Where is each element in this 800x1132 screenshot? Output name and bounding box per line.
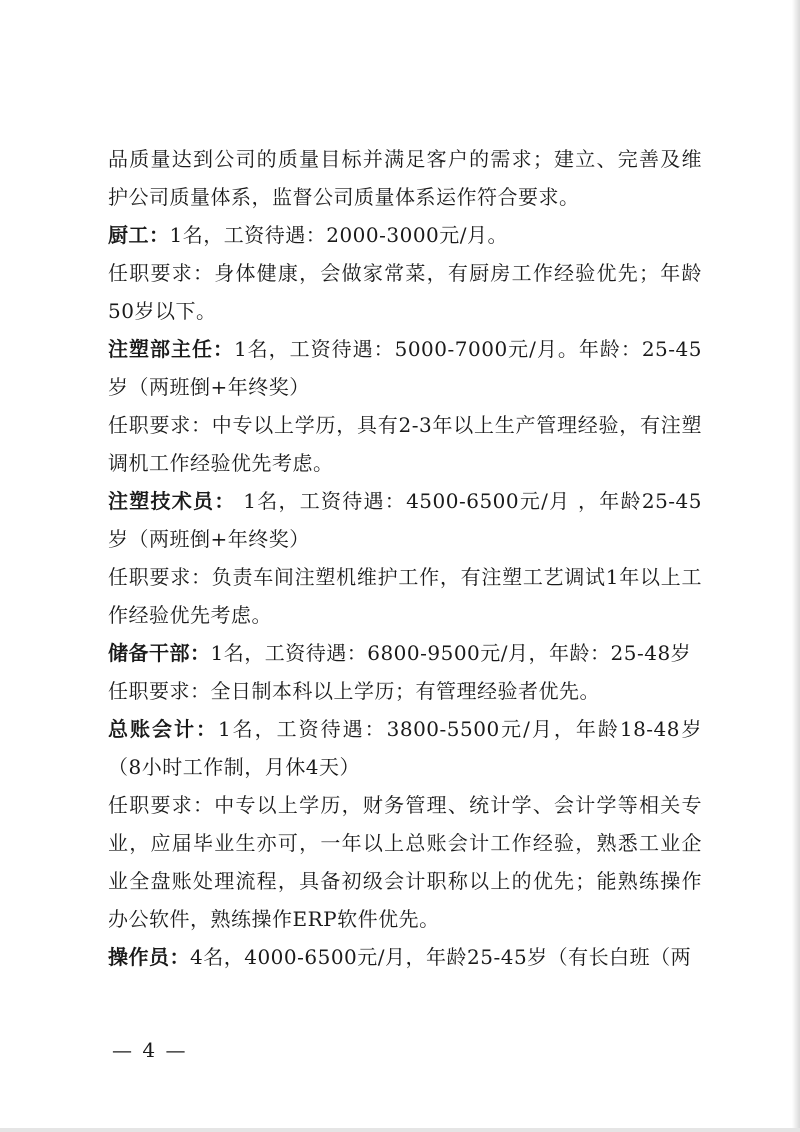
requirements-text-molding-technician: 任职要求：负责车间注塑机维护工作，有注塑工艺调试1年以上工作经验优先考虑。 [108, 565, 702, 627]
job-operator [108, 938, 702, 976]
job-info-operator: 4名，4000-6500元/月，年龄25-45岁（有长白班（两 [190, 945, 692, 969]
job-info-molding-technician: 1名，工资待遇：4500-6500元/月 ，年龄25-45岁（两班倒+年终奖） [108, 489, 702, 551]
job-title-molding-technician: 注塑技术员： [108, 489, 236, 513]
page-number: — 4 — [112, 1038, 188, 1062]
job-info-cook: 1名，工资待遇：2000-3000元/月。 [169, 223, 509, 247]
job-info-general-accountant: 1名，工资待遇：3800-5500元/月，年龄18-48岁（8小时工作制，月休4天） [108, 717, 702, 779]
job-requirements-molding-technician [108, 558, 702, 634]
job-general-accountant [108, 710, 702, 786]
paragraph-quality-duties [108, 140, 702, 216]
job-title-molding-manager: 注塑部主任： [108, 337, 234, 361]
job-requirements-molding-manager [108, 406, 702, 482]
job-molding-manager [108, 330, 702, 406]
requirements-text-reserve-cadre: 任职要求：全日制本科以上学历；有管理经验者优先。 [108, 679, 600, 703]
job-title-operator: 操作员： [108, 945, 190, 969]
quality-duties-text: 品质量达到公司的质量目标并满足客户的需求；建立、完善及维护公司质量体系，监督公司质量体系运作符合要求。 [108, 147, 702, 209]
job-requirements-reserve-cadre [108, 672, 702, 710]
job-title-cook: 厨工： [108, 223, 170, 247]
job-title-general-accountant: 总账会计： [108, 717, 218, 741]
requirements-text-cook: 任职要求：身体健康，会做家常菜，有厨房工作经验优先；年龄50岁以下。 [108, 261, 702, 323]
job-title-reserve-cadre: 储备干部： [108, 641, 211, 665]
job-info-molding-manager: 1名，工资待遇：5000-7000元/月。年龄：25-45岁（两班倒+年终奖） [108, 337, 702, 399]
requirements-text-molding-manager: 任职要求：中专以上学历，具有2-3年以上生产管理经验，有注塑调机工作经验优先考虑。 [108, 413, 702, 475]
scan-edge-shadow [792, 0, 800, 1132]
job-reserve-cadre [108, 634, 702, 672]
document-body [108, 140, 702, 976]
scan-bottom-edge [0, 1128, 800, 1132]
job-molding-technician [108, 482, 702, 558]
job-info-reserve-cadre: 1名，工资待遇：6800-9500元/月，年龄：25-48岁 [210, 641, 692, 665]
requirements-text-general-accountant: 任职要求：中专以上学历，财务管理、统计学、会计学等相关专业，应届毕业生亦可，一年以上总账会计工作经验，熟悉工业企业全盘账处理流程，具备初级会计职称以上的优先；能熟练操作办公软件，熟练操作ERP软件优先。 [108, 793, 702, 931]
job-cook [108, 216, 702, 254]
job-requirements-general-accountant [108, 786, 702, 938]
job-requirements-cook [108, 254, 702, 330]
